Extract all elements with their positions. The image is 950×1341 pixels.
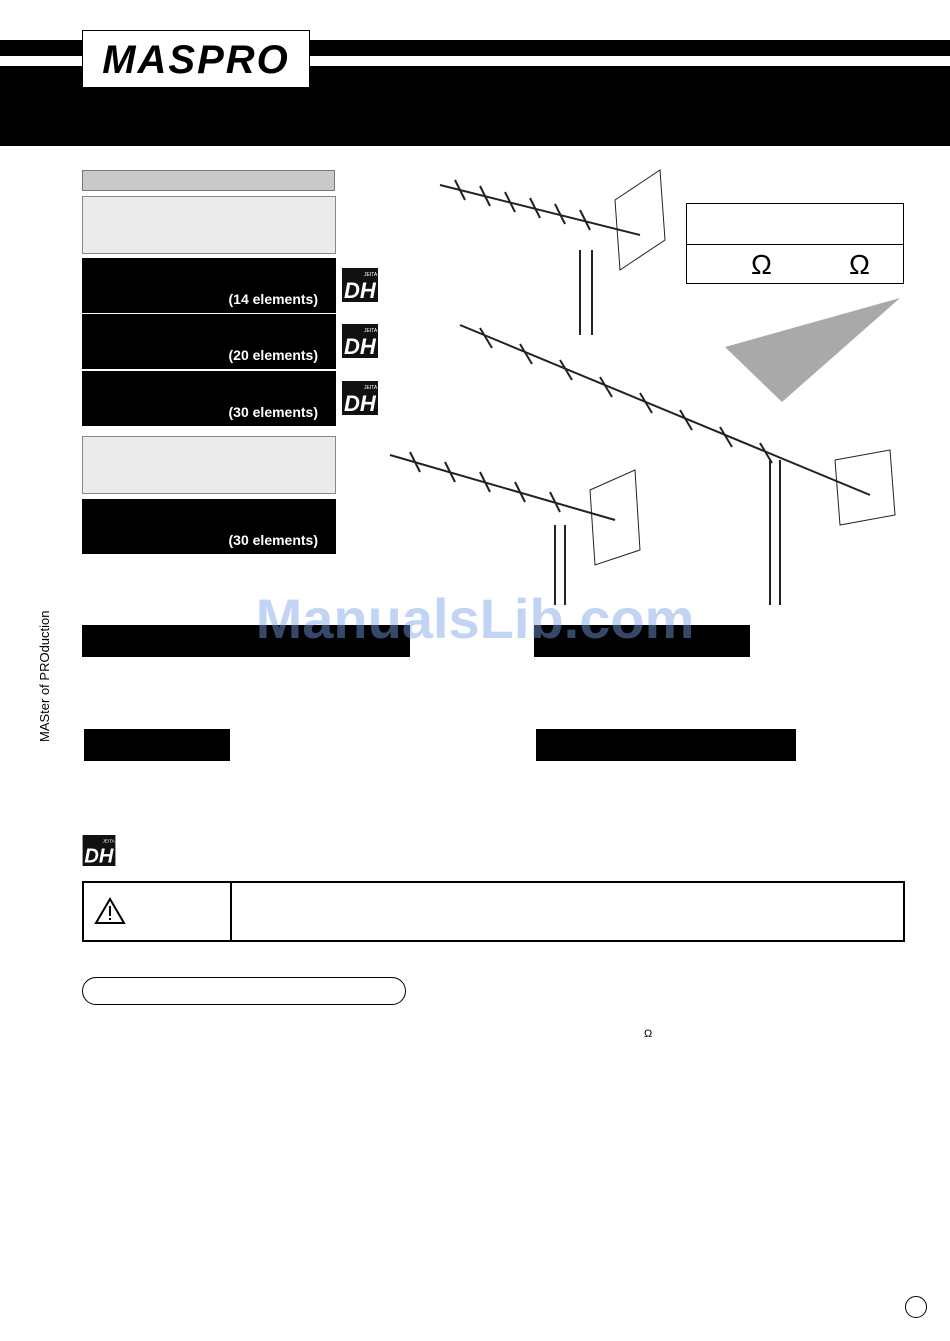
model-elements-label: (14 elements) bbox=[228, 291, 318, 307]
dh-badge-icon bbox=[82, 835, 116, 866]
svg-text:JEITA: JEITA bbox=[364, 385, 378, 391]
maspro-logo bbox=[82, 30, 310, 88]
svg-text:JEITA: JEITA bbox=[364, 272, 378, 278]
warning-divider bbox=[230, 883, 232, 940]
page-number-circle bbox=[905, 1296, 927, 1318]
svg-text:DH: DH bbox=[344, 278, 376, 302]
svg-text:DH: DH bbox=[84, 845, 114, 866]
side-tagline: MASter of PROduction bbox=[37, 610, 52, 742]
svg-text:DH: DH bbox=[344, 334, 376, 358]
model-box-30b bbox=[82, 499, 336, 554]
series2-description-box bbox=[82, 436, 336, 494]
impedance-table bbox=[686, 203, 904, 284]
logo-wordmark: MASPRO bbox=[102, 38, 290, 82]
model-box-30 bbox=[82, 371, 336, 426]
ohm-symbol: Ω bbox=[644, 1028, 653, 1040]
impedance-row bbox=[687, 244, 903, 285]
svg-text:JEITA: JEITA bbox=[102, 838, 115, 844]
ohm-symbol: Ω bbox=[751, 249, 772, 280]
model-box-14 bbox=[82, 258, 336, 313]
svg-text:DH: DH bbox=[344, 391, 376, 415]
model-elements-label: (30 elements) bbox=[228, 404, 318, 420]
warning-triangle-icon bbox=[94, 897, 126, 925]
warning-box bbox=[82, 881, 905, 942]
watermark: ManualsLib.com bbox=[255, 587, 695, 650]
section-pill-heading bbox=[82, 977, 406, 1005]
model-box-20 bbox=[82, 314, 336, 369]
section-bar-3 bbox=[84, 729, 230, 761]
series-description-box bbox=[82, 196, 336, 254]
series-header-bar bbox=[82, 170, 335, 191]
model-elements-label: (30 elements) bbox=[228, 532, 318, 548]
ohm-symbol: Ω bbox=[849, 249, 870, 280]
section-bar-4 bbox=[536, 729, 796, 761]
svg-text:JEITA: JEITA bbox=[364, 328, 378, 334]
model-elements-label: (20 elements) bbox=[228, 347, 318, 363]
